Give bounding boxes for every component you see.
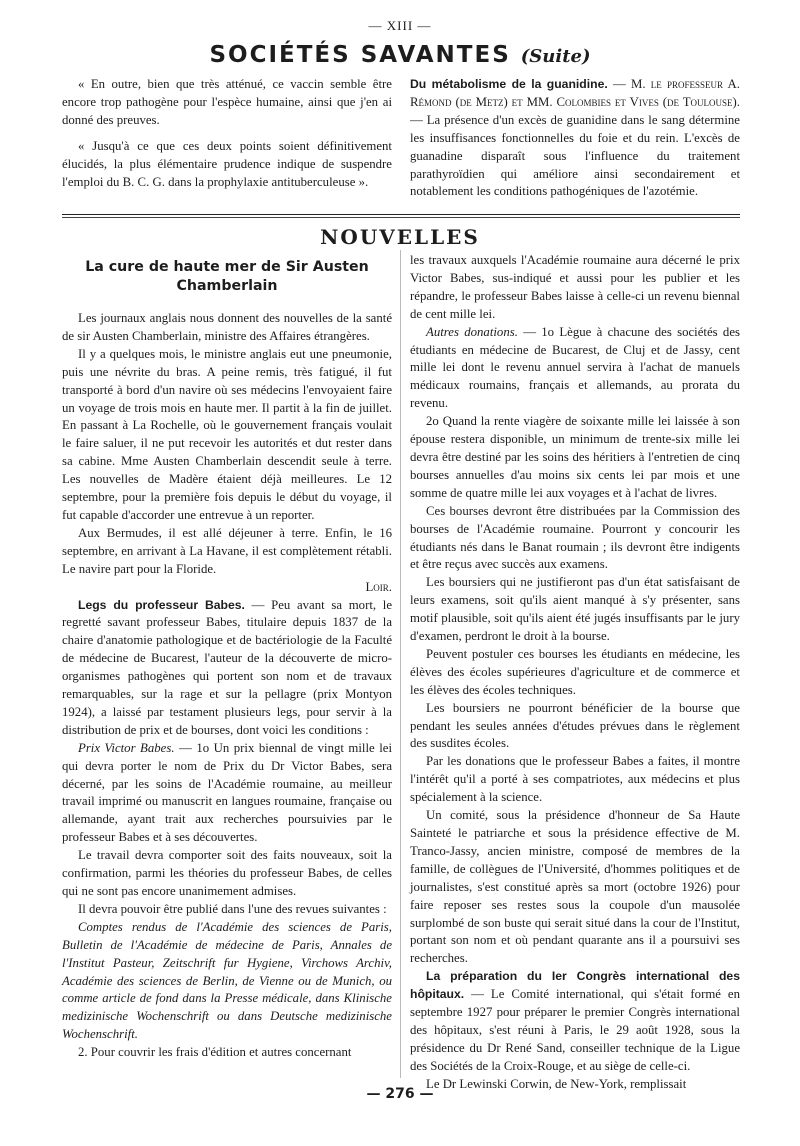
paragraph: les travaux auxquels l'Académie roumaine aura décerné le prix Victor Babes, sus-indiqué et aussi pour les publier et les répandre, le professeur Babes laisse à celle-ci un revenu biennal de cent mille lei. [410,253,740,321]
paragraph: Les boursiers qui ne justifieront pas d'un état satisfaisant de leurs examens, soit qu'ils aient manqué à s'y présenter, sans motif plausible, soit qu'ils aient été jugés insuffisants par le jury d'examen, perdront le droit à la bourse. [410,575,740,644]
metabolism-paragraph [410,76,740,201]
page-number: — 276 — [366,1086,434,1102]
autres-label: Autres donations. [426,324,518,339]
article-title: La cure de haute mer de Sir Austen Chamberlain [85,259,369,294]
congres-text: — Le Comité international, qui s'était formé en septembre 1927 pour préparer le premier Congrès international des hôpitaux, s'est réuni à Paris, le 29 août 1928, sous la présidence du Dr René Sand, conseiller technique de la Ligue des Sociétés de la Croix-Rouge, et au siège de celle-ci. [410,987,740,1073]
paragraph: Le travail devra comporter soit des faits nouveaux, soit la confirmation, parmi les théories du professeur Babes, de celles qui ne sont pas encore unanimement admises. [62,848,392,898]
paragraph: Peuvent postuler ces bourses les étudiants en médecine, les élèves des écoles supérieures d'agriculture et de commerce et les élèves des écoles techniques. [410,646,740,697]
paragraph: « En outre, bien que très atténué, ce vaccin semble être encore trop pathogène pour l'espèce humaine, ainsi que j'en ai donné des preuves. [62,77,392,127]
roman-folio: — XIII — [368,18,432,33]
right-column [410,252,740,1094]
paragraph: Il y a quelques mois, le ministre anglais eut une pneumonie, puis une névrite du bras. A peine remis, très fatigué, il fut transporté à bord d'un navire où ses médecins l'envoyaient faire un voyage de trois mois en haute mer. Il partit à la fin de juillet. En passant à La Rochelle, où le gouvernement français voulait le faire saluer, il ne put recevoir les autorités et dut rester dans sa cabine. Mme Austen Chamberlain descendit seule à terre. Les nouvelles de Madère étaient déjà meilleures. Le 12 septembre, pour la première fois depuis le début du voyage, il fut capable d'accorder une entrevue à un reporter. [62,346,392,522]
left-column [62,258,392,1062]
running-title-text: SOCIÉTÉS SAVANTES [209,42,511,68]
top-left-column [62,76,392,191]
paragraph: Il devra pouvoir être publié dans l'une des revues suivantes : [78,901,387,916]
section-divider-thin [62,217,740,218]
paragraph: Les journaux anglais nous donnent des nouvelles de la santé de sir Austen Chamberlain, ministre des Affaires étrangères. [62,311,392,343]
autres-paragraph [410,324,740,414]
legs-paragraph [62,597,392,740]
top-right-column [410,76,740,201]
paragraph: 2o Quand la rente viagère de soixante mille lei laissée à son épouse restera disponible, un minimum de trente-six mille lei devra être destiné par les soins des héritiers à l'entretien de cinq bourses annuelles d'au moins six cents lei par mois et une somme de quatre mille lei aux voyages et à l'achat de livres. [410,414,740,500]
section-divider [62,214,740,215]
congres-heading: La préparation du Ier Congrès international des hôpitaux. [410,969,740,1002]
prix-label: Prix Victor Babes. [78,740,175,755]
paragraph: Les boursiers ne pourront bénéficier de la bourse que pendant les seules années d'études prévues dans le règlement des susdites écoles. [410,700,740,751]
metabolism-text: — La présence d'un excès de guanidine dans le sang détermine les insuffisances fonctionnelles du foie et du rein. L'excès de guanadine disparaît sous l'influence du traitement parathyroïdien qui améliore ainsi secondairement et notablement les conditions pathogéniques de l'azotémie. [410,112,740,199]
revues-list: Comptes rendus de l'Académie des sciences de Paris, Bulletin de l'Académie de médecine de Paris, Annales de l'Institut Pasteur, Zeitschrift fur Hygiene, Virchows Archiv, Académie des sciences de Berlin, de Vienne ou de Munich, ou comme article de fond dans la Presse médicale, dans Klinische medizinische Wochenschrift ou dans Deutsche medizinische Wochenschrift. [62,919,392,1042]
running-title [0,42,800,68]
paragraph: Un comité, sous la présidence d'honneur de Sa Haute Sainteté le patriarche et sous la présidence effective de M. Tranco-Jassy, ancien ministre, composé de membres de la famille, de collègues de l'Université, d'hommes politiques et de journalistes, s'est constitué après sa mort (octobre 1926) pour faire reposer ses restes sous la coupole d'un mausolée surplombé de son buste qui serait situé dans la cour de l'Institut, portant son nom et où pendant quarante ans il a poursuivi ses recherches. [410,808,740,966]
paragraph: « Jusqu'à ce que ces deux points soient définitivement élucidés, la plus élémentaire prudence indique de suspendre l'emploi du B. C. G. dans la prophylaxie antituberculeuse ». [62,138,392,189]
congres-paragraph [410,968,740,1075]
section-title: NOUVELLES [320,225,480,249]
metabolism-heading: Du métabolisme de la guanidine. [410,77,608,91]
prix-paragraph [62,740,392,847]
metabolism-authors: — M. le professeur A. Rémond (de Metz) et MM. Colombies et Vives (de Toulouse). [410,77,740,109]
paragraph: Le Dr Lewinski Corwin, de New-York, remplissait [426,1076,687,1091]
column-divider [400,250,401,1078]
paragraph: Par les donations que le professeur Babes a faites, il montre l'intérêt qu'il a porté à ses compatriotes, aux médecins et plus spécialement à la science. [410,754,740,805]
paragraph: 2. Pour couvrir les frais d'édition et autres concernant [78,1045,352,1060]
paragraph: Ces bourses devront être distribuées par la Commission des bourses de l'Académie roumaine. Pourront y concourir les étudiants nés dans le Banat roumain ; ils devront être indigents et être reçus avec succès aux examens. [410,503,740,572]
legs-heading: Legs du professeur Babes. [78,597,245,612]
paragraph: Aux Bermudes, il est allé déjeuner à terre. Enfin, le 16 septembre, en arrivant à La Havane, il est complètement rétabli. Le navire part pour la Floride. [62,525,392,576]
legs-text: — Peu avant sa mort, le regretté savant professeur Babes, titulaire depuis 1837 de la chaire d'anatomie pathologique et de bactériologie de la Faculté de médecine de Bucarest, l'auteur de la découverte de micro-organismes pathogènes qui portent son nom et de travaux remarquables, sur la rage et sur la pellagre (prix Montyon 1924), a laissé par testament plusieurs legs, pour servir à la distribution de prix et de bourses, dont voici les conditions : [62,597,393,737]
signature: Loir. [365,579,392,594]
running-title-suite: (Suite) [520,46,591,67]
autres-text: — 1o Lègue à chacune des sociétés des étudiants en médecine de Bucarest, de Cluj et de Jassy, cent mille lei dont le revenu annuel servira à l'achat de manuels médicaux roumains, français et allemands, au prorata du revenu. [410,324,740,411]
prix-text: — 1o Un prix biennal de vingt mille lei qui devra porter le nom de Prix du Dr Victor Babes, sera décerné, par les soins de l'Académie roumaine, au meilleur travail imprimé ou manuscrit en langues roumaine, française ou allemande, ayant trait aux recherches poursuivies par le professeur Babes et à ses découvertes. [62,740,392,845]
